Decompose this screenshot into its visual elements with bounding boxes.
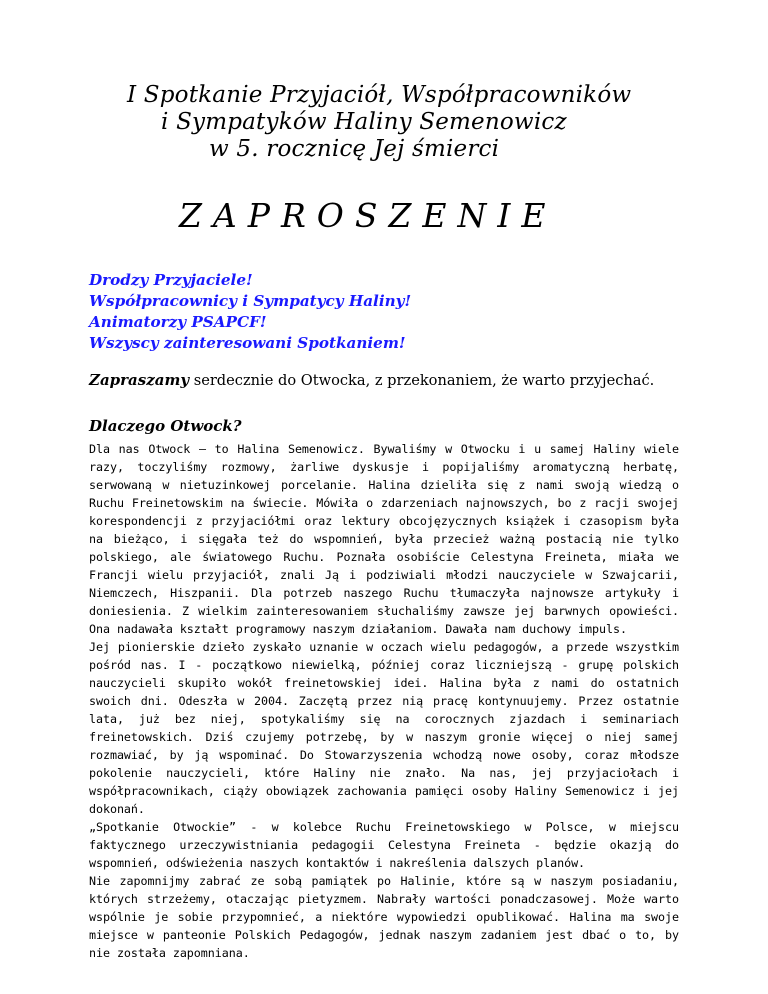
event-title-line-1: I Spotkanie Przyjaciół, Współpracowników	[127, 82, 632, 108]
body-paragraph: „Spotkanie Otwockie” - w kolebce Ruchu Freinetowskiego w Polsce, w miejscu faktycznego urzeczywistniania pedagogii Celestyna Freineta - będzie okazją do wspomnień, odświeżenia naszych kontaktów i nakreślenia dalszych planów.	[89, 820, 679, 870]
event-title	[89, 82, 679, 163]
invite-sentence	[89, 371, 679, 389]
invite-rest: serdecznie do Otwocka, z przekonaniem, że warto przyjechać.	[189, 372, 655, 389]
invitation-heading: ZAPROSZENIE	[179, 196, 557, 235]
event-title-line-2: i Sympatyków Haliny Semenowicz	[161, 109, 567, 135]
event-title-line-3: w 5. rocznicę Jej śmierci	[209, 136, 500, 162]
body-text	[89, 440, 679, 962]
greeting-line: Wszyscy zainteresowani Spotkaniem!	[89, 334, 406, 352]
greeting-line: Współpracownicy i Sympatycy Haliny!	[89, 292, 412, 310]
body-paragraph: Jej pionierskie dzieło zyskało uznanie w oczach wielu pedagogów, a przede wszystkim pośród nas. I - początkowo niewielką, później coraz liczniejszą - grupę polskich nauczycieli skupiło wokół freinetowskiej idei. Halina była z nami do ostatnich swoich dni. Odeszła w 2004. Zaczętą przez nią pracę kontynuujemy. Przez ostatnie lata, już bez niej, spotykaliśmy się na corocznych zjazdach i seminariach freinetowskich. Dziś czujemy potrzebę, by w naszym gronie więcej o niej samej rozmawiać, by ją wspominać. Do Stowarzyszenia wchodzą nowe osoby, coraz młodsze pokolenie nauczycieli, które Haliny nie znało. Na nas, jej przyjaciołach i współpracownikach, ciąży obowiązek zachowania pamięci osoby Haliny Semenowicz i jej dokonań.	[89, 640, 679, 816]
greetings-block	[89, 270, 411, 354]
greeting-line: Drodzy Przyjaciele!	[89, 271, 253, 289]
invite-lead-word: Zapraszamy	[89, 371, 190, 389]
greeting-line: Animatorzy PSAPCF!	[89, 313, 267, 331]
body-paragraph: Dla nas Otwock – to Halina Semenowicz. Bywaliśmy w Otwocku i u samej Haliny wiele razy, toczyliśmy rozmowy, żarliwe dyskusje i popijaliśmy aromatyczną herbatę, serwowaną w nietuzinkowej porcelanie. Halina dzieliła się z nami swoją wiedzą o Ruchu Freinetowskim na świecie. Mówiła o zdarzeniach najnowszych, bo z racji swojej korespondencji z przyjaciółmi oraz lektury obcojęzycznych książek i czasopism była na bieżąco, i sięgała też do wspomnień, była przecież ważną postacią nie tylko polskiego, ale światowego Ruchu. Poznała osobiście Celestyna Freineta, miała we Francji wielu przyjaciół, znali Ją i podziwiali młodzi nauczyciele w Szwajcarii, Niemczech, Hiszpanii. Dla potrzeb naszego Ruchu tłumaczyła najnowsze artykuły i doniesienia. Z wielkim zainteresowaniem słuchaliśmy zawsze jej barwnych opowieści. Ona nadawała kształt programowy naszym działaniom. Dawała nam duchowy impuls.	[89, 442, 679, 636]
section-heading: Dlaczego Otwock?	[89, 417, 242, 435]
body-paragraph: Nie zapomnijmy zabrać ze sobą pamiątek po Halinie, które są w naszym posiadaniu, których strzeżemy, otaczając pietyzmem. Nabrały wartości ponadczasowej. Może warto wspólnie je sobie przypomnieć, a niektóre wypowiedzi opublikować. Halina ma swoje miejsce w panteonie Polskich Pedagogów, jednak naszym zadaniem jest dbać o to, by nie została zapomniana.	[89, 874, 679, 960]
